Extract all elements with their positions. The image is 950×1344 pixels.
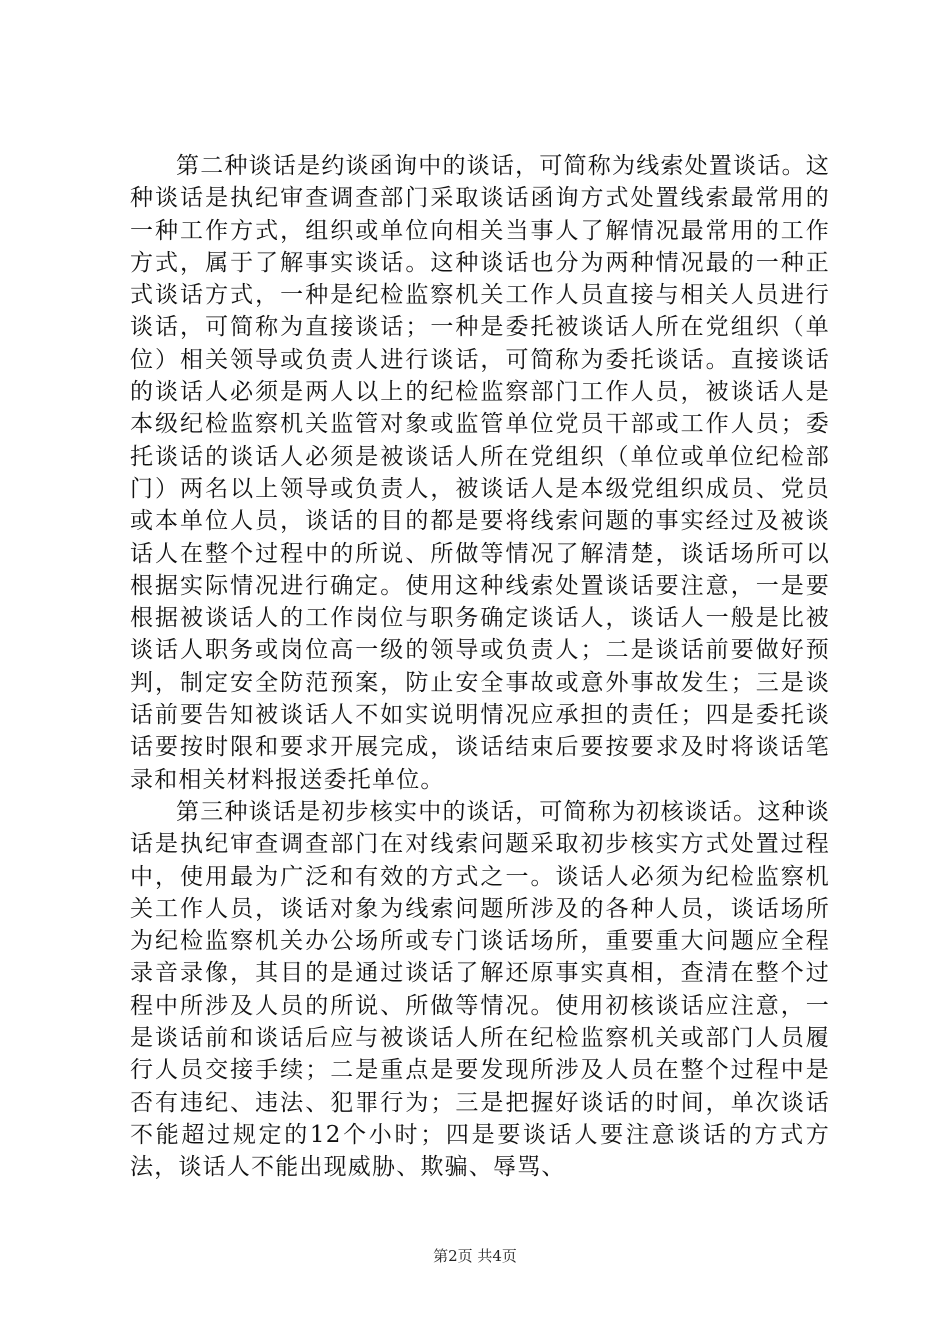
paragraph-third-talk: 第三种谈话是初步核实中的谈话，可简称为初核谈话。这种谈话是执纪审查调查部门在对线索问题采取初步核实方式处置过程中，使用最为广泛和有效的方式之一。谈话人必须为纪检监察机关工作人员，谈话对象为线索问题所涉及的各种人员，谈话场所为纪检监察机关办公场所或专门谈话场所，重要重大问题应全程录音录像，其目的是通过谈话了解还原事实真相，查清在整个过程中所涉及人员的所说、所做等情况。使用初核谈话应注意，一是谈话前和谈话后应与被谈话人所在纪检监察机关或部门人员履行人员交接手续；二是重点是要发现所涉及人员在整个过程中是否有违纪、违法、犯罪行为；三是把握好谈话的时间，单次谈话不能超过规定的12个小时；四是要谈话人要注意谈话的方式方法，谈话人不能出现威胁、欺骗、辱骂、 [130,798,830,1181]
page-number-footer: 第2页 共4页 [433,1247,517,1265]
document-body [130,150,830,1184]
paragraph-second-talk: 第二种谈话是约谈函询中的谈话，可简称为线索处置谈话。这种谈话是执纪审查调查部门采取谈话函询方式处置线索最常用的一种工作方式，组织或单位向相关当事人了解情况最常用的工作方式，属于了解事实谈话。这种谈话也分为两种情况最的一种正式谈话方式，一种是纪检监察机关工作人员直接与相关人员进行谈话，可简称为直接谈话；一种是委托被谈话人所在党组织（单位）相关领导或负责人进行谈话，可简称为委托谈话。直接谈话的谈话人必须是两人以上的纪检监察部门工作人员，被谈话人是本级纪检监察机关监管对象或监管单位党员干部或工作人员；委托谈话的谈话人必须是被谈话人所在党组织（单位或单位纪检部门）两名以上领导或负责人，被谈话人是本级党组织成员、党员或本单位人员，谈话的目的都是要将线索问题的事实经过及被谈话人在整个过程中的所说、所做等情况了解清楚，谈话场所可以根据实际情况进行确定。使用这种线索处置谈话要注意，一是要根据被谈话人的工作岗位与职务确定谈话人，谈话人一般是比被谈话人职务或岗位高一级的领导或负责人；二是谈话前要做好预判，制定安全防范预案，防止安全事故或意外事故发生；三是谈话前要告知被谈话人不如实说明情况应承担的责任；四是委托谈话要按时限和要求开展完成，谈话结束后要按要求及时将谈话笔录和相关材料报送委托单位。 [130,153,830,793]
